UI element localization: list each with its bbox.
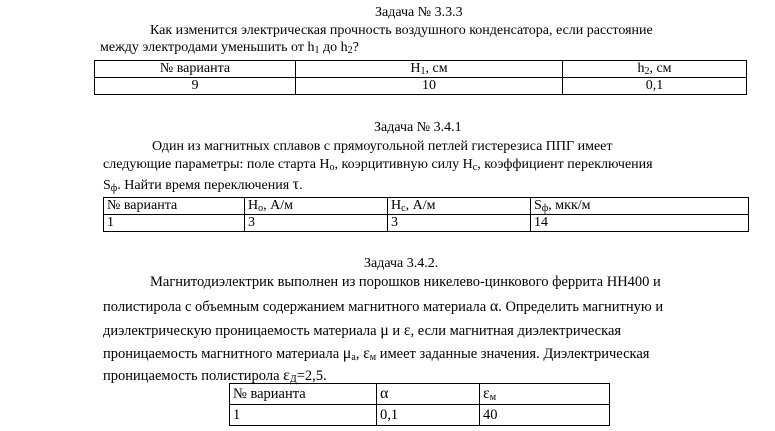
task2-col-s — [531, 198, 749, 215]
task2-col-ho-sub: o — [258, 203, 264, 214]
tau-symbol: τ — [292, 176, 300, 193]
task1-line2 — [100, 40, 359, 56]
task1-line2-sub2: 2 — [347, 45, 353, 56]
task3-line3-and: и — [388, 323, 404, 339]
task2-cell-ho: 3 — [245, 215, 388, 232]
task2-cell-s: 14 — [531, 215, 749, 232]
table-row — [230, 405, 610, 426]
alpha-symbol: α — [489, 298, 499, 315]
task3-line5-text-b: =2,5. — [296, 368, 327, 384]
task3-table — [229, 383, 610, 426]
task3-line1: Магнитодиэлектрик выполнен из порошков никелево-цинкового феррита НН400 и — [150, 274, 661, 290]
task2-line1: Один из магнитных сплавов с прямоугольной петлей гистерезиса ППГ имеет — [152, 139, 613, 154]
epsilon-symbol: ε — [363, 345, 370, 362]
task2-col-hc — [388, 198, 531, 215]
epsilon-symbol: ε — [483, 385, 490, 402]
task1-line2-text-c: ? — [352, 40, 359, 55]
task2-table — [103, 197, 749, 232]
task3-line4-mu-sub: а — [351, 352, 356, 363]
mu-symbol: μ — [342, 345, 352, 362]
task2-col-ho-unit: , А/м — [263, 198, 293, 213]
task2-line2-sub2: c — [472, 162, 478, 173]
task2-line2-text-b: , коэрцитивную силу H — [334, 157, 473, 172]
task3-col-variant: № варианта — [230, 384, 377, 405]
table-row — [104, 215, 749, 232]
task3-line3-text-b: , если магнитная диэлектрическая — [410, 323, 622, 339]
epsilon-symbol: ε — [403, 322, 411, 339]
task3-cell-alpha: 0,1 — [377, 405, 480, 426]
task1-cell-variant: 9 — [95, 78, 296, 95]
task3-line2-text-b: . Определить магнитную и — [498, 299, 664, 315]
task1-col-h1-symbol: H — [410, 61, 421, 76]
mu-symbol: μ — [380, 322, 389, 339]
task2-line3-sub: ф — [110, 183, 118, 194]
task2-line3 — [103, 176, 303, 194]
task1-cell-h2: 0,1 — [563, 78, 747, 95]
task3-cell-eps: 40 — [480, 405, 610, 426]
task1-title: Задача № 3.3.3 — [375, 5, 463, 20]
task1-line2-text-a: между электродами уменьшить от h — [100, 40, 315, 55]
task2-col-s-sub: ф — [541, 203, 549, 214]
task2-col-variant: № варианта — [104, 198, 245, 215]
task1-cell-h1: 10 — [296, 78, 563, 95]
task2-col-hc-symbol: H — [391, 198, 402, 213]
task2-line3-text-a: S — [103, 178, 111, 193]
task3-line4 — [103, 345, 649, 363]
task1-table — [94, 60, 747, 95]
task1-col-h2-symbol: h — [637, 61, 645, 76]
task2-cell-hc: 3 — [388, 215, 531, 232]
task3-line3-text-a: диэлектрическую проницаемость материала — [103, 323, 381, 339]
alpha-symbol: α — [380, 385, 389, 402]
task1-col-h2-sub: 2 — [644, 66, 650, 77]
task1-col-h2-unit: , см — [649, 61, 672, 76]
task3-line5-text-a: проницаемость полистирола — [103, 368, 284, 384]
task1-line1: Как изменится электрическая прочность воздушного конденсатора, если расстояние — [150, 23, 653, 38]
task2-col-ho-symbol: H — [248, 198, 259, 213]
task2-col-hc-unit: , А/м — [405, 198, 436, 213]
task1-col-h1-unit: , см — [425, 61, 448, 76]
task1-col-h1 — [296, 61, 563, 78]
task3-cell-variant: 1 — [230, 405, 377, 426]
table-row — [230, 384, 610, 405]
task2-line2-sub1: o — [329, 162, 335, 173]
task1-col-h2 — [563, 61, 747, 78]
task2-line2-text-a: следующие параметры: поле старта H — [103, 157, 330, 172]
task1-line2-text-b: до h — [319, 40, 348, 55]
task3-col-alpha — [377, 384, 480, 405]
table-row — [104, 198, 749, 215]
epsilon-symbol: ε — [283, 367, 290, 384]
task2-col-ho — [245, 198, 388, 215]
table-row — [95, 61, 747, 78]
task1-col-variant: № варианта — [95, 61, 296, 78]
task2-line2-text-c: , коэффициент переключения — [477, 157, 653, 172]
task3-line5-sub: Д — [289, 374, 297, 385]
task3-line2 — [103, 298, 663, 316]
task2-line2 — [103, 157, 653, 173]
task2-cell-variant: 1 — [104, 215, 245, 232]
task1-col-h1-sub: 1 — [420, 66, 426, 77]
task3-line2-text-a: полистирола с объемным содержанием магнитного материала — [103, 299, 490, 315]
table-row — [95, 78, 747, 95]
task3-line4-text-b: , — [355, 346, 364, 362]
task1-line2-sub1: 1 — [314, 45, 320, 56]
task3-col-eps — [480, 384, 610, 405]
task2-line3-text-b: . Найти время переключения — [117, 178, 293, 193]
task2-line3-text-c: . — [299, 178, 303, 193]
task3-line4-text-a: проницаемость магнитного материала — [103, 346, 343, 362]
task2-title: Задача № 3.4.1 — [374, 120, 462, 135]
task3-title: Задача 3.4.2. — [364, 256, 439, 271]
task2-col-hc-sub: c — [401, 203, 406, 214]
task2-col-s-unit: , мкк/м — [548, 198, 591, 213]
task2-col-s-symbol: S — [534, 198, 542, 213]
task3-line4-eps-sub: м — [369, 352, 377, 363]
task3-line4-text-c: имеет заданные значения. Диэлектрическая — [376, 346, 650, 362]
task3-line3 — [103, 322, 621, 340]
task3-col-eps-sub: м — [489, 392, 497, 403]
